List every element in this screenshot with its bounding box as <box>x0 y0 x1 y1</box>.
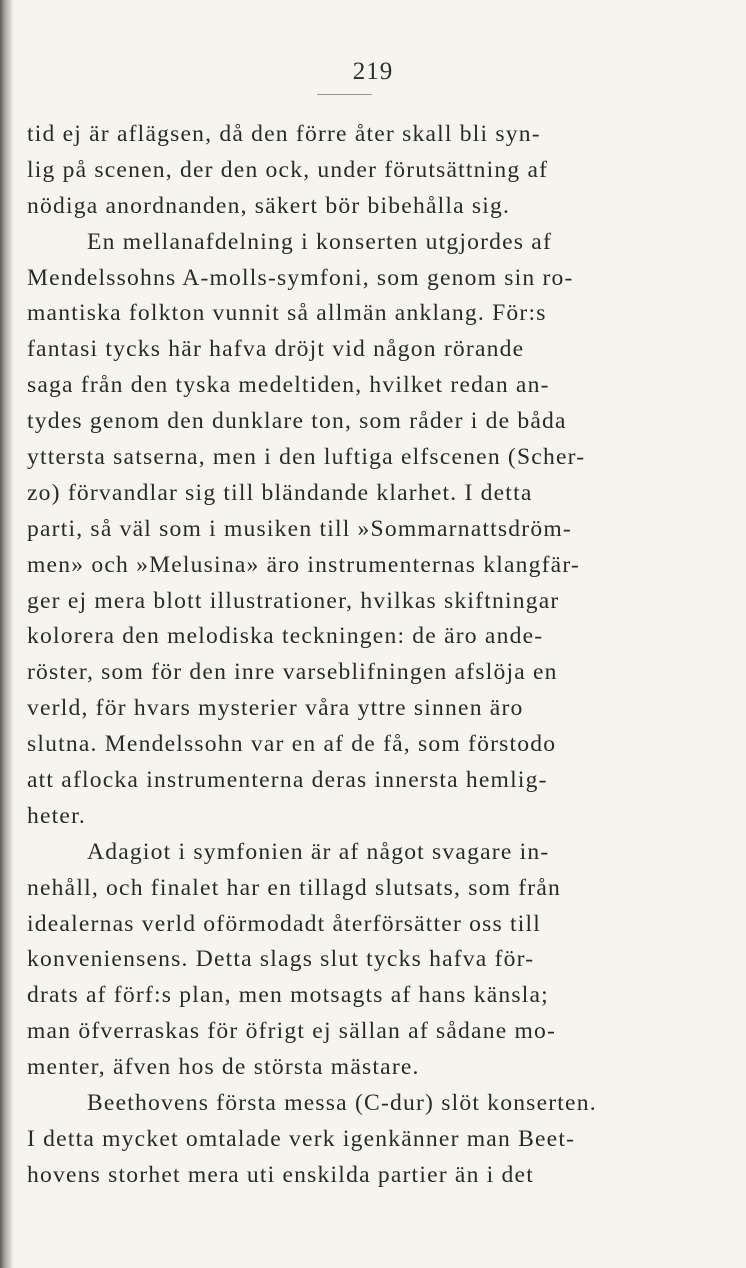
text-line: Adagiot i symfonien är af något svagare in- <box>87 838 550 865</box>
text-line: hovens storhet mera uti enskilda partier än i det <box>27 1161 534 1188</box>
text-line: Mendelssohns A-molls-symfoni, som genom sin ro- <box>27 264 574 291</box>
text-line: röster, som för den inre varseblifningen afslöja en <box>27 659 558 686</box>
text-line: menter, äfven hos de största mästare. <box>27 1054 420 1081</box>
text-line: konveniensens. Detta slags slut tycks hafva för- <box>27 946 535 973</box>
text-line: tydes genom den dunklare ton, som råder i de båda <box>27 408 567 435</box>
text-line: nehåll, och finalet har en tillagd slutsats, som från <box>27 874 562 901</box>
text-line: saga från den tyska medeltiden, hvilket redan an- <box>27 372 550 399</box>
text-line: kolorera den melodiska teckningen: de äro ande- <box>27 623 544 650</box>
text-line: mantiska folkton vunnit så allmän anklang. För:s <box>27 300 547 327</box>
page-number: 219 <box>352 58 394 85</box>
text-line: I detta mycket omtalade verk igenkänner man Beet- <box>27 1125 576 1152</box>
text-line: drats af förf:s plan, men motsagts af hans känsla; <box>27 982 549 1009</box>
text-line: lig på scenen, der den ock, under förutsättning af <box>27 156 549 183</box>
text-line: heter. <box>27 802 86 829</box>
text-line: Beethovens första messa (C-dur) slöt konserten. <box>87 1090 597 1117</box>
text-line: men» och »Melusina» äro instrumenternas klangfär- <box>27 551 580 578</box>
text-line: idealernas verld oförmodadt återförsätter oss till <box>27 910 542 937</box>
text-line: parti, så väl som i musiken till »Sommarnattsdröm- <box>27 515 572 542</box>
text-line: ger ej mera blott illustrationer, hvilkas skiftningar <box>27 587 560 614</box>
text-line: slutna. Mendelssohn var en af de få, som förstodo <box>27 731 557 758</box>
text-line: En mellanafdelning i konserten utgjordes af <box>87 228 553 255</box>
header-rule <box>317 94 372 95</box>
text-line: zo) förvandlar sig till bländande klarhet. I detta <box>27 479 533 506</box>
book-binding-edge <box>0 0 14 1268</box>
text-line: tid ej är aflägsen, då den förre åter skall bli syn- <box>27 121 541 147</box>
text-line: man öfverraskas för öfrigt ej sällan af sådane mo- <box>27 1018 557 1045</box>
text-line: fantasi tycks här hafva dröjt vid någon rörande <box>27 336 525 363</box>
text-line: att aflocka instrumenterna deras innersta hemlig- <box>27 767 548 794</box>
text-line: yttersta satserna, men i den luftiga elfscenen (Scher- <box>27 444 586 471</box>
text-line: verld, för hvars mysterier våra yttre sinnen äro <box>27 695 524 722</box>
text-line: nödiga anordnanden, säkert bör bibehålla sig. <box>27 192 511 219</box>
body-text <box>27 117 667 1194</box>
